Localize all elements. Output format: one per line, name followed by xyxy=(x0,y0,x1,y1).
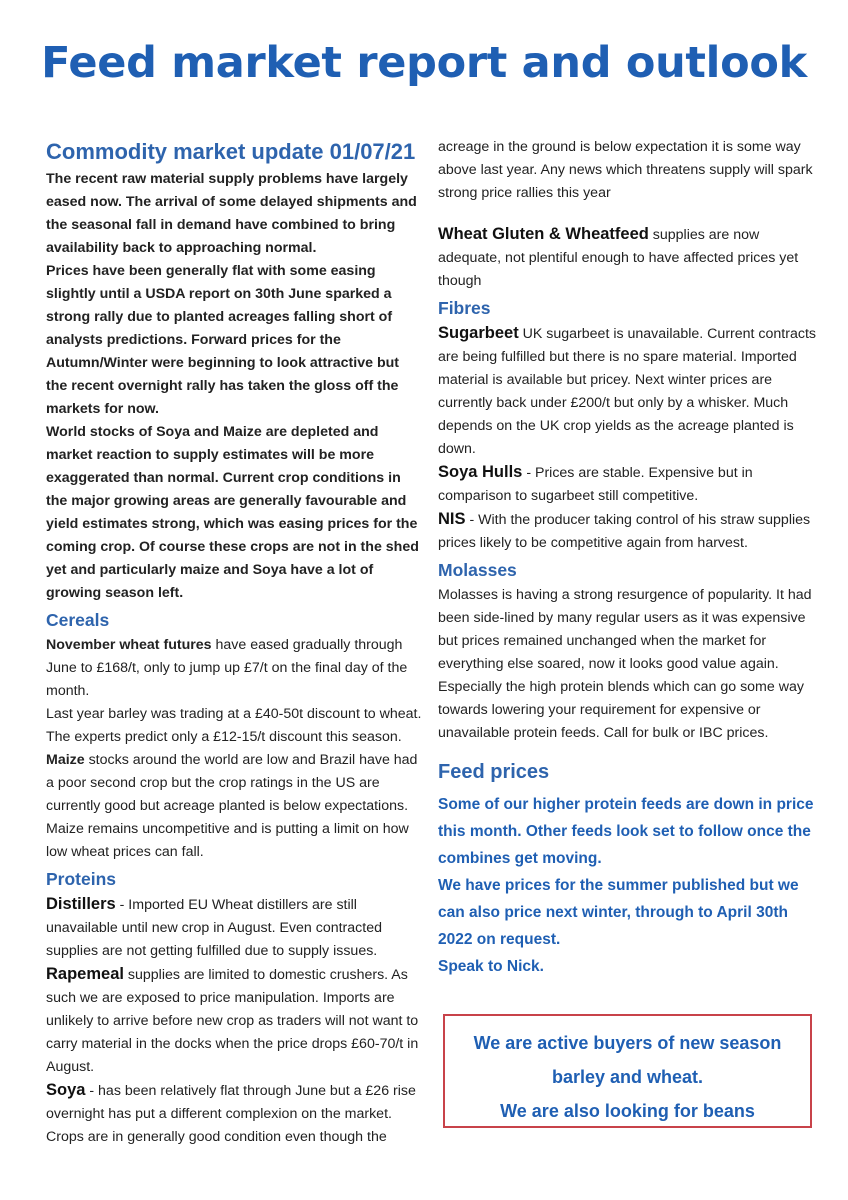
molasses-heading: Molasses xyxy=(438,560,517,580)
soya-paragraph xyxy=(46,1079,422,1149)
feed-prices-paragraph-2: We have prices for the summer published but we can also price next winter, through to April 30th 2022 on request. xyxy=(438,877,799,948)
page-title: Feed market report and outlook xyxy=(41,38,807,88)
fibres-heading: Fibres xyxy=(438,298,491,318)
soya-hulls-paragraph xyxy=(438,461,822,508)
rapemeal-text: supplies are limited to domestic crushers. As such we are exposed to price manipulation. Imports are unlikely to arrive before new crop as traders will not want to carry material in the docks when the price drops £60-70/t in August. xyxy=(46,967,419,1075)
rapemeal-lead: Rapemeal xyxy=(46,965,124,983)
soya-text: - has been relatively flat through June but a £26 rise overnight has put a different complexion on the market. Crops are in generally good condition even though the xyxy=(46,1083,416,1145)
intro-paragraph-2: Prices have been generally flat with some easing slightly until a USDA report on 30th June sparked a strong rally due to planted acreages falling short of analysts predictions. Forward prices for the Autumn/Winter were beginning to look attractive but the recent overnight rally has taken the gloss off the markets for now. xyxy=(46,263,399,417)
distillers-text: - Imported EU Wheat distillers are still unavailable until new crop in August. Even contracted supplies are not getting fulfilled due to supply issues. xyxy=(46,897,382,959)
intro-paragraph-3: World stocks of Soya and Maize are depleted and market reaction to supply estimates will be more exaggerated than normal. Current crop conditions in the major growing areas are generally favourable and yield estimates strong, which was easing prices for the coming crop. Of course these crops are not in the shed yet and particularly maize and Soya have a lot of growing season left. xyxy=(46,424,419,601)
spacer xyxy=(438,205,822,223)
proteins-heading: Proteins xyxy=(46,869,117,889)
gluten-lead: Wheat Gluten & Wheatfeed xyxy=(438,225,649,243)
intro-paragraph-1: The recent raw material supply problems have largely eased now. The arrival of some delayed shipments and the seasonal fall in demand have combined to bring availability back to approaching normal. xyxy=(46,171,417,256)
wheat-paragraph xyxy=(46,634,422,703)
barley-paragraph: Last year barley was trading at a £40-50t discount to wheat. The experts predict only a £12-15/t discount this season. xyxy=(46,706,422,745)
left-column xyxy=(46,136,422,1149)
maize-lead: Maize xyxy=(46,752,85,768)
soya-lead: Soya xyxy=(46,1081,86,1099)
maize-paragraph xyxy=(46,749,422,864)
rapemeal-paragraph xyxy=(46,963,422,1079)
wheat-lead: November wheat futures xyxy=(46,637,212,653)
maize-text: stocks around the world are low and Brazil have had a poor second crop but the crop ratings in the US are currently good but acreage planted is below expectations. Maize remains uncompetitive and is putting a limit on how low wheat prices can fall. xyxy=(46,752,418,860)
buyers-callout-box xyxy=(443,1014,812,1128)
sugarbeet-text: UK sugarbeet is unavailable. Current contracts are being fulfilled but there is no spare material. Imported material is available but pricey. Next winter prices are currently back under £200/t but only by a whisker. Much depends on the UK crop yields as the acreage planted is down. xyxy=(438,326,816,457)
nis-paragraph xyxy=(438,508,822,555)
distillers-paragraph xyxy=(46,893,422,963)
gluten-text: supplies are now adequate, not plentiful enough to have affected prices yet though xyxy=(438,227,799,289)
commodity-update-heading: Commodity market update 01/07/21 xyxy=(46,139,416,164)
right-column xyxy=(438,136,822,980)
gluten-paragraph xyxy=(438,223,822,293)
wheat-text: have eased gradually through June to £168/t, only to jump up £7/t on the final day of the month. xyxy=(46,637,408,699)
sugarbeet-paragraph xyxy=(438,322,822,461)
cereals-heading: Cereals xyxy=(46,610,110,630)
molasses-paragraph: Molasses is having a strong resurgence of popularity. It had been side-lined by many regular users as it was expensive but prices remained unchanged when the market for everything else soared, now it looks good value again. Especially the high protein blends which can go some way towards lowering your requirement for expensive or unavailable protein feeds. Call for bulk or IBC prices. xyxy=(438,587,812,741)
nis-lead: NIS xyxy=(438,510,466,528)
soya-continued: acreage in the ground is below expectation it is some way above last year. Any news which threatens supply will spark strong price rallies this year xyxy=(438,139,813,201)
nis-text: - With the producer taking control of his straw supplies prices likely to be competitive again from harvest. xyxy=(438,512,811,551)
sugarbeet-lead: Sugarbeet xyxy=(438,324,519,342)
feed-prices-paragraph-1: Some of our higher protein feeds are down in price this month. Other feeds look set to follow once the combines get moving. xyxy=(438,796,814,867)
feed-prices-paragraph-3: Speak to Nick. xyxy=(438,958,544,975)
callout-line-1: We are active buyers of new season barley and wheat. xyxy=(473,1033,782,1087)
distillers-lead: Distillers xyxy=(46,895,116,913)
callout-line-2: We are also looking for beans xyxy=(500,1101,755,1121)
soya-hulls-text: - Prices are stable. Expensive but in comparison to sugarbeet still competitive. xyxy=(438,465,753,504)
feed-prices-heading: Feed prices xyxy=(438,761,550,783)
soya-hulls-lead: Soya Hulls xyxy=(438,463,523,481)
